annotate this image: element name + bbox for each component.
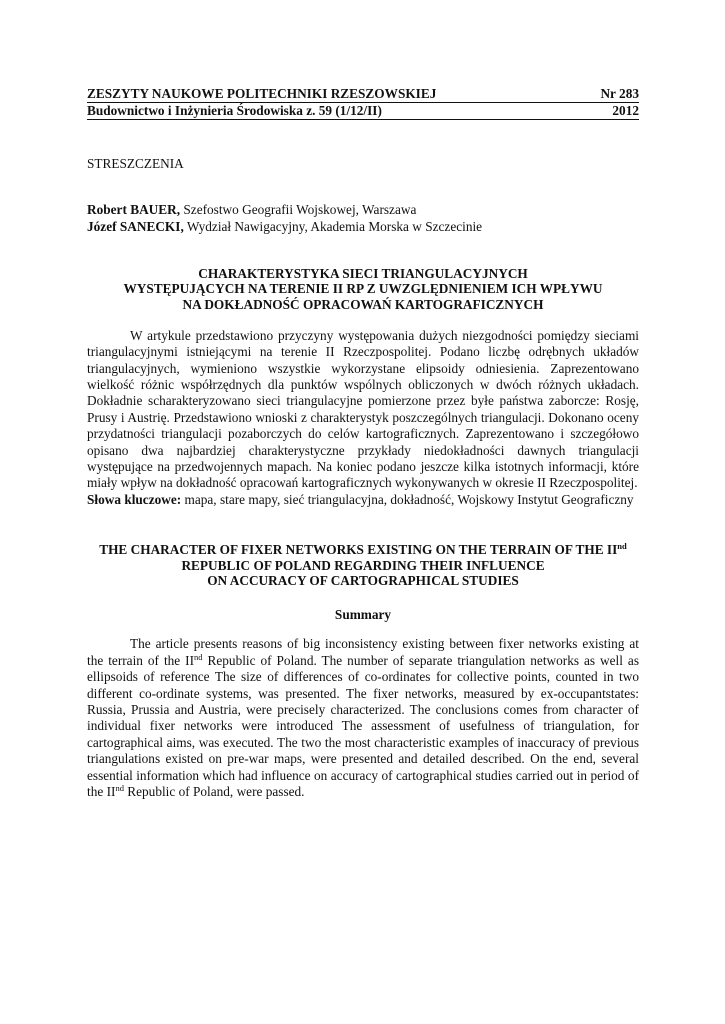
- keywords-text: mapa, stare mapy, sieć triangulacyjna, dokładność, Wojskowy Instytut Geograficzny: [181, 491, 634, 507]
- series-header: [87, 103, 639, 120]
- ordinal-superscript: nd: [115, 782, 124, 793]
- author-name: Robert BAUER,: [87, 202, 181, 218]
- english-title-text: THE CHARACTER OF FIXER NETWORKS EXISTING ON THE TERRAIN OF THE II: [99, 542, 618, 558]
- keywords: [87, 492, 639, 508]
- polish-title-line: WYSTĘPUJĄCYCH NA TERENIE II RP Z UWZGLĘDNIENIEM ICH WPŁYWU: [123, 281, 603, 297]
- author-name: Józef SANECKI,: [87, 218, 184, 234]
- author-affiliation: Szefostwo Geografii Wojskowej, Warszawa: [180, 202, 417, 218]
- polish-title-line: CHARAKTERYSTYKA SIECI TRIANGULACYJNYCH: [198, 266, 528, 282]
- english-summary: [87, 636, 639, 800]
- summary-heading: Summary: [334, 606, 392, 622]
- polish-title-line: NA DOKŁADNOŚĆ OPRACOWAŃ KARTOGRAFICZNYCH: [182, 296, 544, 312]
- ordinal-superscript: nd: [617, 541, 627, 552]
- author-affiliation: Wydział Nawigacyjny, Akademia Morska w Szczecinie: [183, 218, 483, 234]
- publication-year: 2012: [612, 103, 639, 118]
- polish-title: [87, 266, 639, 312]
- english-title: [87, 542, 639, 588]
- series-title: Budownictwo i Inżynieria Środowiska z. 59 (1/12/II): [87, 103, 382, 118]
- issue-number: Nr 283: [600, 86, 639, 101]
- polish-abstract: W artykule przedstawiono przyczyny występowania dużych niezgodności pomiędzy sieciami triangulacyjnymi istniejącymi na terenie II Rzeczpospolitej. Podano liczbę odrębnych układów triangulacyjnych, wymieniono wszystkie wykorzystane elipsoidy odniesienia. Zaprezentowano wielkość różnic współrzędnych dla punktów wspólnych obliczonych w dwóch różnych układach. Dokładnie scharakteryzowano sieci triangulacyjne pomierzone przez byłe państwa zaborcze: Rosję, Prusy i Austrię. Przedstawiono wnioski z charakterystyk poszczególnych triangulacji. Dokonano oceny przydatności triangulacji pozaborczych do celów kartograficznych. Zaprezentowano i szczegółowo opisano dwa najbardziej charakterystyczne przykłady niedokładności dawnych triangulacji występujące na przedwojennych mapach. Na koniec podano jeszcze kilka istotnych informacji, które miały wpływ na dokładność opracowań kartograficznych wykonywanych w okresie II Rzeczpospolitej.: [87, 327, 639, 491]
- author-line: [87, 202, 639, 218]
- section-label: STRESZCZENIA: [87, 156, 184, 171]
- summary-text: Republic of Poland. The number of separate triangulation networks as well as ellipsoids of reference The size of differences of co-ordinates for collective points, counted in two different co-ordinate systems, was presented. The fixer networks, measured by ex-occupantstates: Russia, Prussia and Austria, were precisely characterized. The conclusions comes from character of individual fixer networks were introduced The assessment of usefulness of triangulation, for cartographical aims, was executed. The two the most characteristic examples of inaccuracy of previous triangulations existed on pre-war maps, were presented and detailed described. On the end, several essential information which had influence on accuracy of cartographical studies carried out in period of the II: [87, 652, 639, 799]
- journal-header: [87, 86, 639, 103]
- authors-block: [87, 202, 639, 235]
- english-title-line: ON ACCURACY OF CARTOGRAPHICAL STUDIES: [207, 572, 519, 588]
- summary-text: The article presents reasons of big inconsistency existing between fixer networks existing at the terrain of the II: [87, 636, 639, 668]
- english-title-line: REPUBLIC OF POLAND REGARDING THEIR INFLUENCE: [181, 557, 545, 573]
- author-line: [87, 219, 639, 235]
- document-page: [87, 86, 639, 800]
- summary-text: Republic of Poland, were passed.: [123, 783, 305, 799]
- english-title-line: [87, 542, 639, 557]
- ordinal-superscript: nd: [194, 651, 203, 662]
- keywords-label: Słowa kluczowe:: [87, 491, 182, 507]
- journal-title: ZESZYTY NAUKOWE POLITECHNIKI RZESZOWSKIEJ: [87, 86, 437, 101]
